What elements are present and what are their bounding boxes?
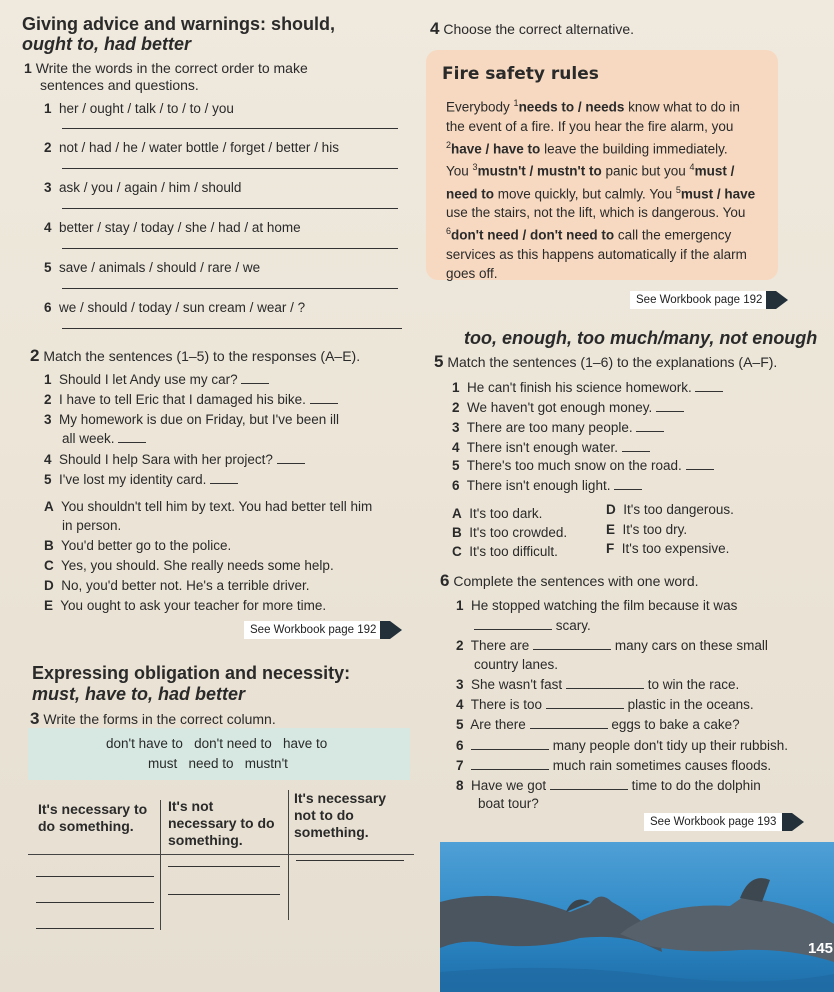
answer-line[interactable] (36, 902, 154, 903)
dolphin-illustration (440, 842, 834, 992)
fire-line: use the stairs, not the lift, which is dangerous. You (446, 205, 746, 220)
ex6-item-8: 8 Have we got time to do the dolphin (456, 778, 761, 793)
section-title: Giving advice and warnings: should, (22, 14, 336, 34)
answer-line[interactable] (36, 928, 154, 929)
fire-line: You $^3$mustn't / mustn't to panic but you $^4$must / (446, 162, 735, 179)
answer-line[interactable] (168, 866, 280, 867)
ex5-item-5: 5 There's too much snow on the road. (452, 458, 714, 474)
ex6-item-5: 5 Are there eggs to bake a cake? (456, 717, 740, 732)
fire-box-title: Fire safety rules (442, 64, 599, 84)
ex2-response-a-cont: in person. (62, 518, 122, 533)
answer-line[interactable] (296, 860, 404, 861)
water-wave (440, 968, 834, 992)
ex1-item-4: 4 better / stay / today / she / had / at home (44, 220, 301, 235)
ex1-item-5: 5 save / animals / should / rare / we (44, 260, 261, 275)
ex6-item-8-cont: boat tour? (478, 796, 539, 811)
ex5-expl-b: B It's too crowded. (452, 525, 568, 540)
fire-line: services as this happens automatically if the alarm (446, 246, 747, 262)
ex2-response-e: E You ought to ask your teacher for more time. (44, 598, 327, 613)
ex5-expl-f: F It's too expensive. (606, 541, 730, 556)
ex6-item-1: 1 He stopped watching the film because it was (456, 598, 738, 613)
word-box-line1: don't have to don't need to have to (106, 736, 328, 751)
ex6-item-3: 3 She wasn't fast to win the race. (456, 677, 740, 692)
ex2-item-3-cont: all week. (62, 431, 146, 447)
table-rule (28, 854, 414, 855)
dolphin-photo (440, 842, 834, 992)
dolphin-1 (440, 896, 662, 952)
fire-safety-box (426, 50, 778, 280)
ex2-instruction: 2 Match the sentences (1–5) to the responses (A–E). (30, 346, 361, 365)
ex2-response-d: D No, you'd better not. He's a terrible driver. (44, 578, 310, 593)
ex2-item-1: 1 Should I let Andy use my car? (44, 372, 269, 388)
dolphin-2-fin (740, 878, 770, 902)
ex5-item-6: 6 There isn't enough light. (452, 478, 642, 494)
ex6-item-7: 7 much rain sometimes causes floods. (456, 758, 772, 773)
page-number: 145 (808, 940, 834, 957)
ex6-item-2-cont: country lanes. (474, 657, 559, 672)
ex3-instruction: 3 Write the forms in the correct column. (30, 709, 276, 728)
ex1-item-6: 6 we / should / today / sun cream / wear / ? (44, 300, 306, 315)
column-head-3: It's necessary not to do something. (294, 790, 387, 840)
answer-line[interactable] (62, 328, 402, 329)
ex6-instruction: 6 Complete the sentences with one word. (440, 571, 699, 590)
ex2-response-a: A You shouldn't tell him by text. You had better tell him (44, 499, 373, 514)
ex2-item-2: 2 I have to tell Eric that I damaged his bike. (44, 392, 338, 408)
ex1-item-3: 3 ask / you / again / him / should (44, 180, 242, 195)
ex5-expl-e: E It's too dry. (606, 522, 688, 537)
column-head-2: It's not necessary to do something. (168, 798, 275, 848)
workbook-link[interactable]: See Workbook page 192 (630, 291, 776, 309)
ex2-item-3: 3 My homework is due on Friday, but I've been ill (44, 412, 339, 427)
ex2-response-c: C Yes, you should. She really needs some help. (44, 558, 334, 573)
workbook-link[interactable]: See Workbook page 193 (644, 813, 792, 831)
word-box-line2: must need to mustn't (148, 756, 288, 771)
ex5-expl-a: A It's too dark. (452, 506, 543, 521)
ex5-expl-c: C It's too difficult. (452, 544, 558, 559)
section2-title-line2: must, have to, had better (32, 684, 246, 704)
answer-line[interactable] (36, 876, 154, 877)
answer-line[interactable] (168, 894, 280, 895)
ex2-item-5: 5 I've lost my identity card. (44, 472, 238, 488)
section3-title: too, enough, too much/many, not enough (464, 328, 818, 348)
fire-box-text (446, 94, 776, 283)
fire-line: goes off. (446, 265, 498, 281)
section-title-line2: ought to, had better (22, 34, 191, 54)
ex2-response-b: B You'd better go to the police. (44, 538, 232, 553)
ex5-instruction: 5 Match the sentences (1–6) to the explanations (A–F). (434, 352, 778, 371)
ex6-item-1-cont: scary. (474, 618, 591, 634)
fire-line: $^2$have / have to leave the building immediately. (446, 139, 728, 156)
answer-line[interactable] (62, 168, 398, 169)
table-divider (160, 800, 161, 930)
answer-line[interactable] (62, 248, 398, 249)
ex5-item-2: 2 We haven't got enough money. (452, 400, 684, 416)
ex1-number: 1 (24, 60, 32, 76)
ex6-item-4: 4 There is too plastic in the oceans. (456, 697, 754, 712)
ex4-instruction: 4 Choose the correct alternative. (430, 19, 635, 38)
fire-line: $^6$don't need / don't need to call the emergency (446, 226, 732, 243)
ex1-instruction (24, 60, 308, 77)
ex1-instruction-line2: sentences and questions. (40, 77, 199, 93)
answer-line[interactable] (62, 288, 398, 289)
dolphin-2 (620, 890, 834, 962)
word-box (28, 728, 410, 780)
answer-line[interactable] (62, 208, 398, 209)
ex6-item-2: 2 There are many cars on these small (456, 638, 768, 653)
answer-line[interactable] (62, 128, 398, 129)
table-divider (288, 790, 289, 920)
workbook-link[interactable]: See Workbook page 192 (244, 621, 390, 639)
ex5-item-3: 3 There are too many people. (452, 420, 664, 436)
ex2-item-4: 4 Should I help Sara with her project? (44, 452, 305, 468)
column-head-1: It's necessary to do something. (38, 801, 148, 834)
ex6-item-6: 6 many people don't tidy up their rubbish. (456, 738, 789, 753)
fire-line: Everybody $^1$needs to / needs know what to do in (446, 98, 740, 115)
section2-title: Expressing obligation and necessity: (32, 663, 351, 683)
ex1-item-1: 1 her / ought / talk / to / to / you (44, 101, 234, 116)
ex1-item-2: 2 not / had / he / water bottle / forget / better / his (44, 140, 339, 155)
ex5-expl-d: D It's too dangerous. (606, 502, 734, 517)
fire-line: the event of a fire. If you hear the fire alarm, you (446, 118, 734, 134)
ex1-instruction-text: Write the words in the correct order to make (35, 60, 308, 76)
fire-line: need to move quickly, but calmly. You $^5$must / have (446, 184, 756, 201)
ex5-item-4: 4 There isn't enough water. (452, 440, 650, 456)
ex5-item-1: 1 He can't finish his science homework. (452, 380, 723, 396)
